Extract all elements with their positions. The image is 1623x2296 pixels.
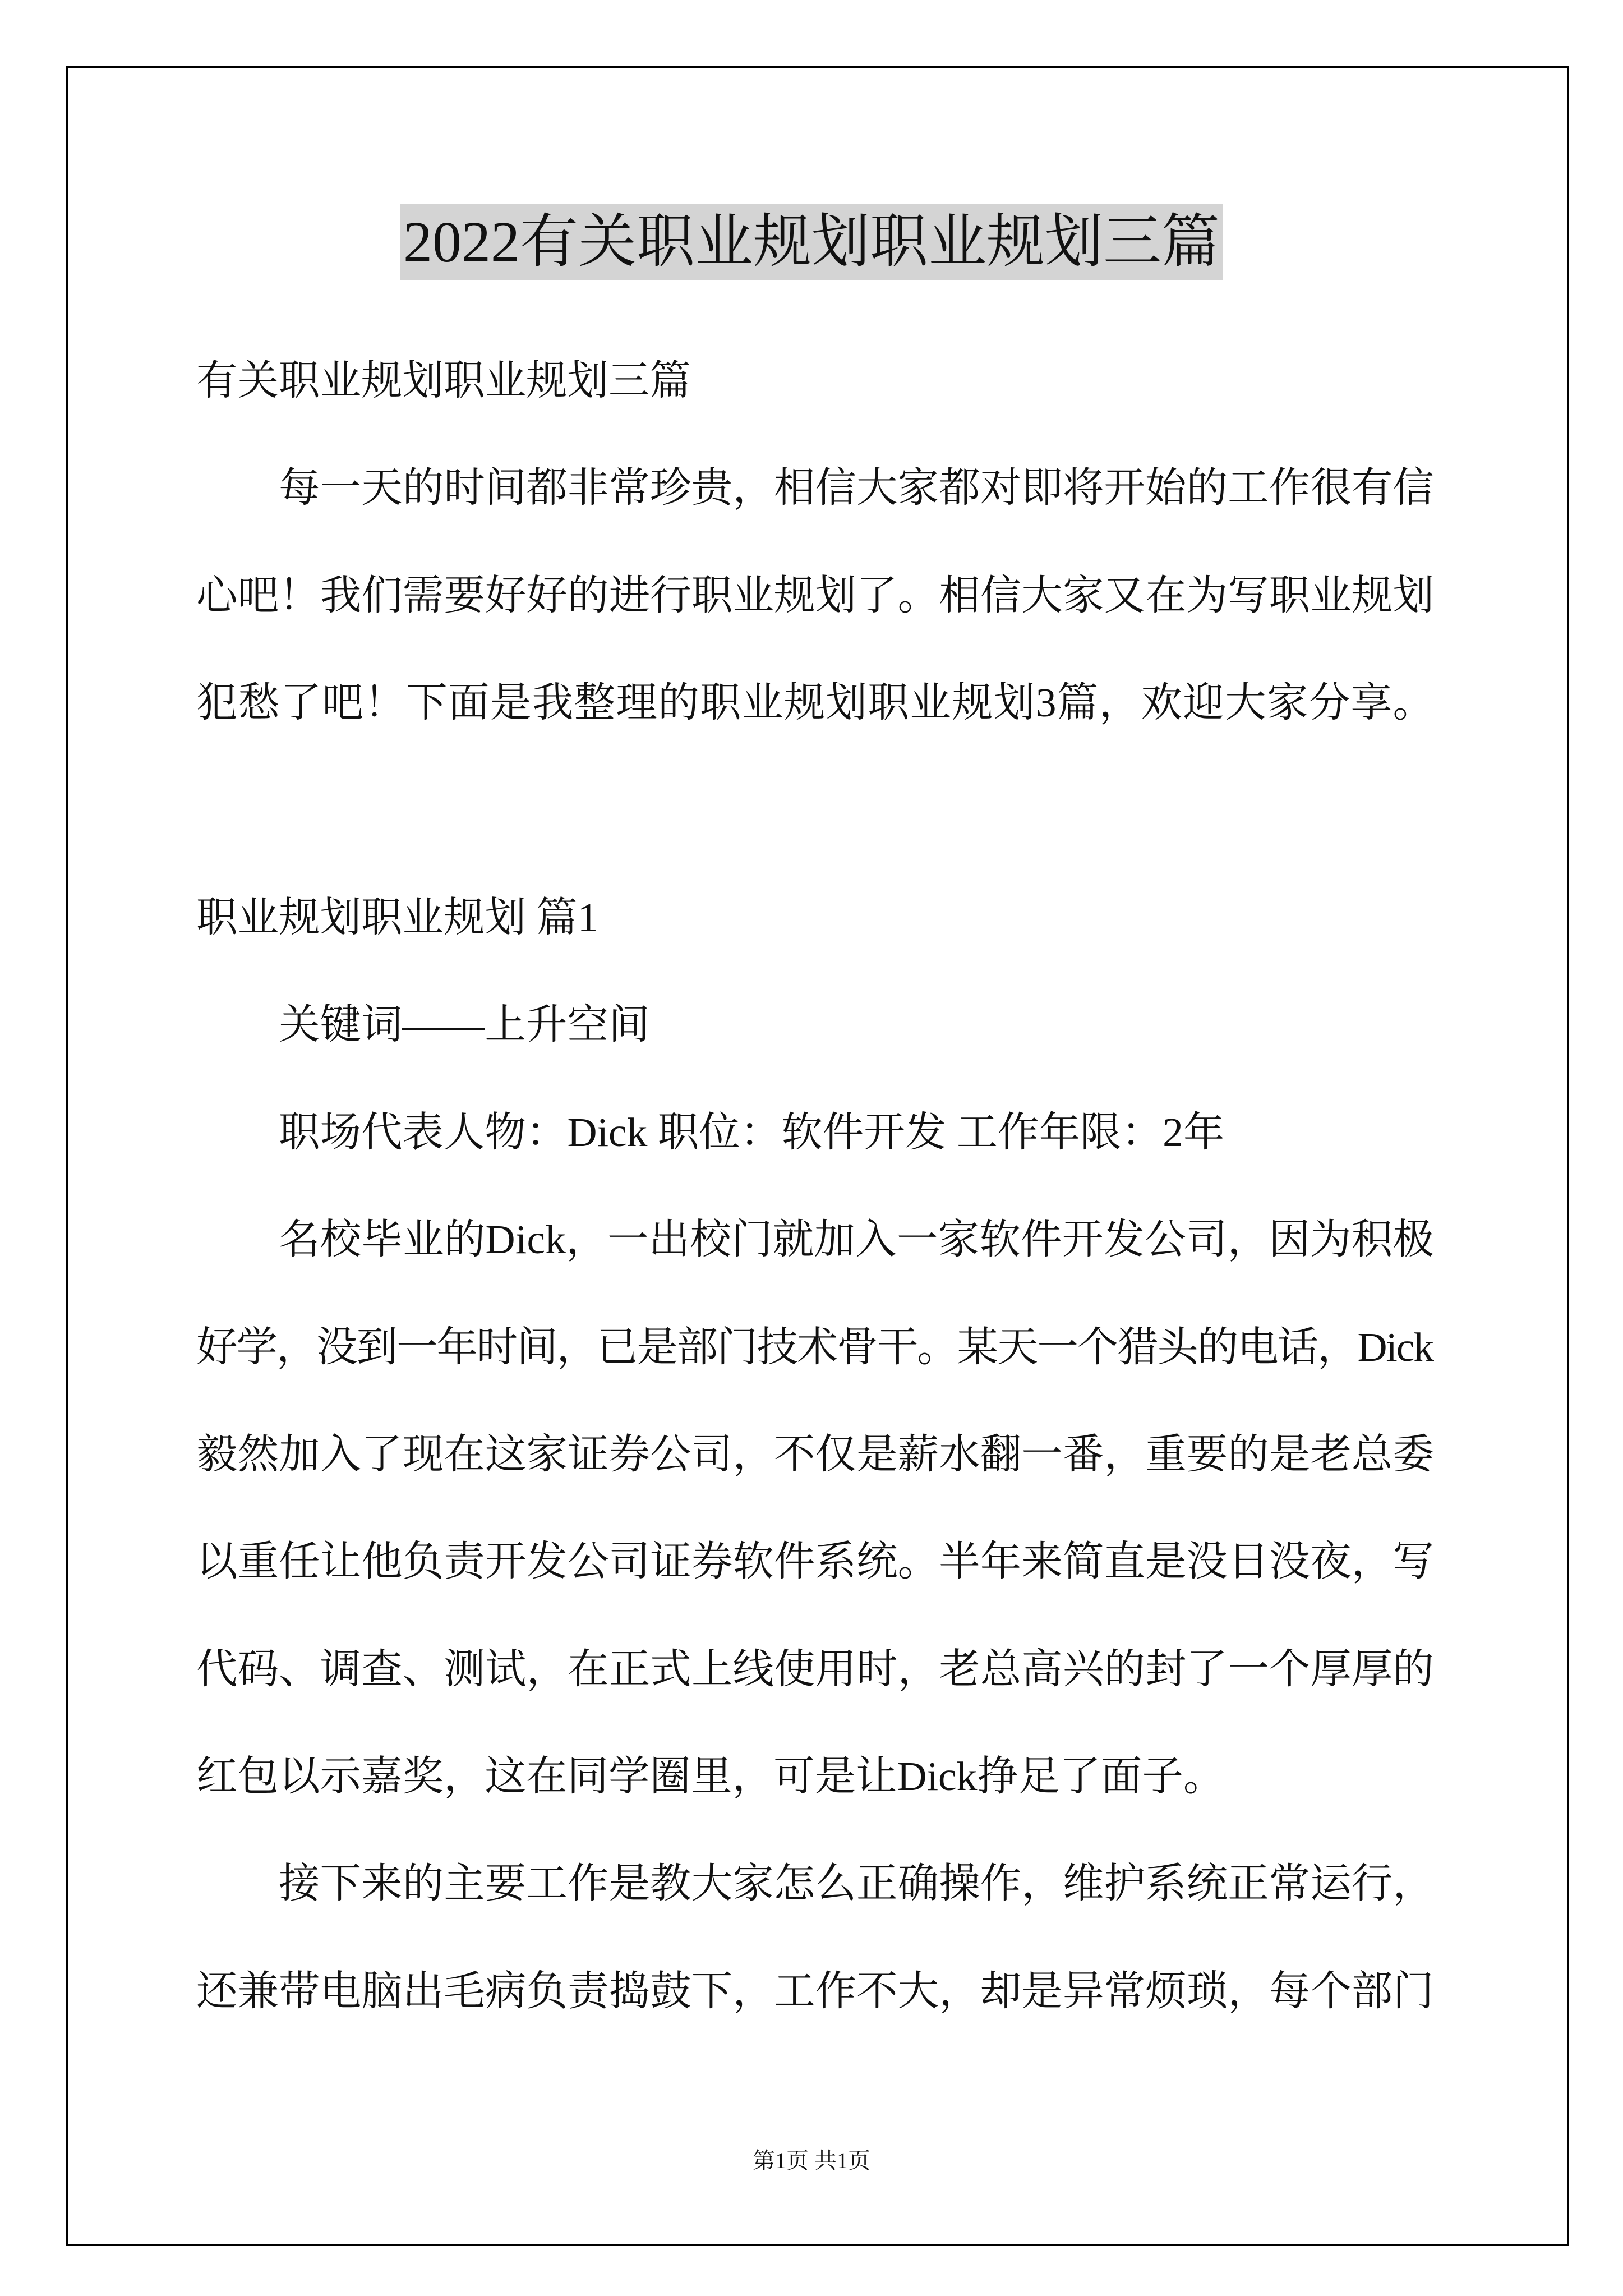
story-line: 红包以示嘉奖，这在同学圈里，可是让Dick挣足了面子。 [196, 1754, 1225, 1800]
intro-line: 心吧！我们需要好好的进行职业规划了。相信大家又在为写职业规划 [196, 572, 1435, 618]
document-title: 2022有关职业规划职业规划三篇 [400, 204, 1223, 280]
page-footer: 第1页 共1页 [753, 2148, 870, 2173]
title-row [0, 204, 1623, 280]
section-heading: 职业规划职业规划 篇1 [196, 894, 598, 940]
subtitle: 有关职业规划职业规划三篇 [196, 358, 691, 403]
story-line: 以重任让他负责开发公司证券软件系统。半年来简直是没日没夜，写 [196, 1539, 1435, 1585]
intro-paragraph [196, 434, 1434, 756]
story-line: 毅然加入了现在这家证券公司，不仅是薪水翻一番，重要的是老总委 [196, 1431, 1435, 1477]
story-paragraph [196, 1186, 1434, 1830]
keywords-line: 关键词——上升空间 [279, 1002, 650, 1048]
story-line: 好学，没到一年时间，已是部门技术骨干。某天一个猎头的电话，Dick [196, 1324, 1433, 1370]
intro-line: 犯愁了吧！下面是我整理的职业规划职业规划3篇，欢迎大家分享。 [196, 680, 1435, 726]
next-line: 还兼带电脑出毛病负责捣鼓下，工作不大，却是异常烦琐，每个部门 [196, 1968, 1435, 2014]
profile-line: 职场代表人物：Dick 职位：软件开发 工作年限：2年 [279, 1109, 1225, 1155]
intro-line: 每一天的时间都非常珍贵，相信大家都对即将开始的工作很有信 [279, 465, 1435, 511]
story-line: 代码、调查、测试，在正式上线使用时，老总高兴的封了一个厚厚的 [196, 1646, 1435, 1692]
story-line: 名校毕业的Dick，一出校门就加入一家软件开发公司，因为积极 [279, 1217, 1435, 1263]
document-body [196, 327, 1434, 2045]
next-line: 接下来的主要工作是教大家怎么正确操作，维护系统正常运行， [279, 1861, 1435, 1907]
paragraph-spacer [196, 757, 1434, 864]
next-paragraph [196, 1830, 1434, 2045]
